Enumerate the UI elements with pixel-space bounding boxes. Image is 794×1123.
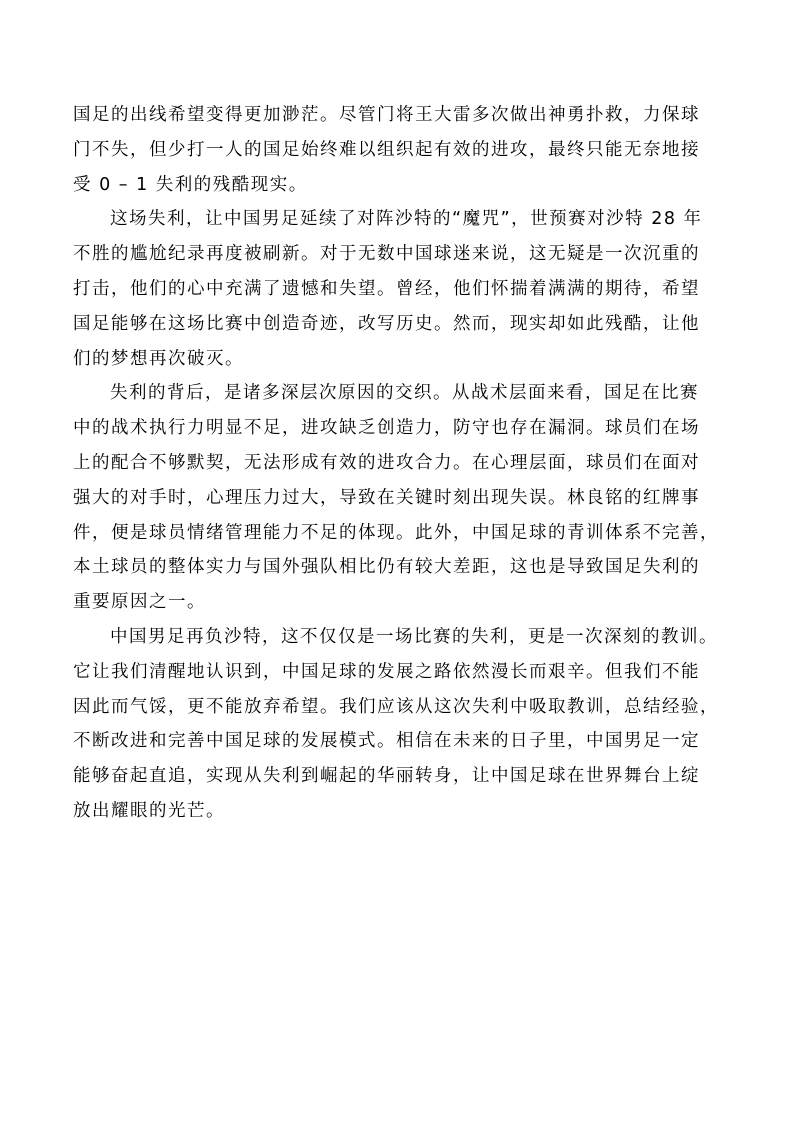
paragraph-line: 受 0 – 1 失利的残酷现实。 (73, 174, 308, 195)
article-body (73, 98, 725, 829)
paragraph-1 (73, 98, 725, 202)
paragraph-first-line: 中国男足再负沙特，这不仅仅是一场比赛的失利，更是一次深刻的教训。 (110, 626, 718, 647)
paragraph-line: 们的梦想再次破灭。 (73, 348, 244, 369)
paragraph-line: 件，便是球员情绪管理能力不足的体现。此外，中国足球的青训体系不完善， (73, 522, 719, 543)
paragraph-line: 因此而气馁，更不能放弃希望。我们应该从这次失利中吸取教训，总结经验， (73, 696, 719, 717)
paragraph-line: 不胜的尴尬纪录再度被刷新。对于无数中国球迷来说，这无疑是一次沉重的 (73, 244, 700, 265)
paragraph-4 (73, 620, 725, 829)
paragraph-line: 它让我们清醒地认识到，中国足球的发展之路依然漫长而艰辛。但我们不能 (73, 661, 700, 682)
paragraph-line: 中的战术执行力明显不足，进攻缺乏创造力，防守也存在漏洞。球员们在场 (73, 418, 700, 439)
paragraph-first-line: 失利的背后，是诸多深层次原因的交织。从战术层面来看，国足在比赛 (110, 383, 699, 404)
paragraph-line: 上的配合不够默契，无法形成有效的进攻合力。在心理层面，球员们在面对 (73, 452, 700, 473)
paragraph-3 (73, 376, 725, 620)
paragraph-line: 重要原因之一。 (73, 592, 206, 613)
paragraph-line: 打击，他们的心中充满了遗憾和失望。曾经，他们怀揣着满满的期待，希望 (73, 278, 700, 299)
paragraph-line: 放出耀眼的光芒。 (73, 800, 225, 821)
paragraph-line: 不断改进和完善中国足球的发展模式。相信在未来的日子里，中国男足一定 (73, 731, 700, 752)
paragraph-line: 本土球员的整体实力与国外强队相比仍有较大差距，这也是导致国足失利的 (73, 557, 700, 578)
paragraph-2 (73, 202, 725, 376)
paragraph-line: 能够奋起直追，实现从失利到崛起的华丽转身，让中国足球在世界舞台上绽 (73, 766, 700, 787)
paragraph-line: 国足的出线希望变得更加渺茫。尽管门将王大雷多次做出神勇扑救，力保球 (73, 105, 700, 125)
paragraph-line: 国足能够在这场比赛中创造奇迹，改写历史。然而，现实却如此残酷，让他 (73, 313, 700, 334)
paragraph-line: 门不失，但少打一人的国足始终难以组织起有效的进攻，最终只能无奈地接 (73, 139, 700, 160)
paragraph-line: 强大的对手时，心理压力过大，导致在关键时刻出现失误。林良铭的红牌事 (73, 487, 700, 508)
paragraph-first-line: 这场失利，让中国男足延续了对阵沙特的“魔咒”，世预赛对沙特 28 年 (110, 209, 703, 230)
